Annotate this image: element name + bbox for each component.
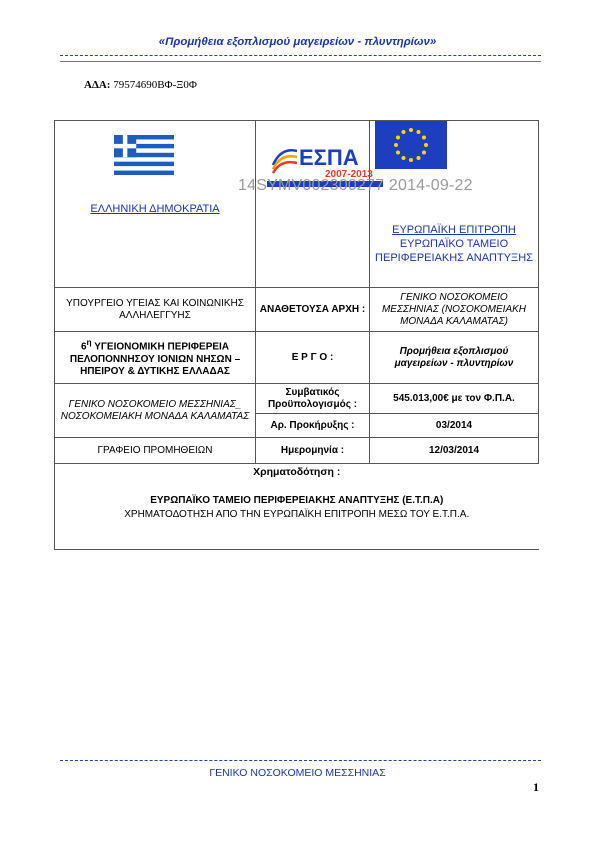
region-cell <box>55 332 256 384</box>
eu-fund-label: ΕΥΡΩΠΑΪΚΟ ΤΑΜΕΙΟ ΠΕΡΙΦΕΡΕΙΑΚΗΣ ΑΝΑΠΤΥΞΗΣ <box>375 238 533 264</box>
project-value: Προμήθεια εξοπλισμού μαγειρείων - πλυντηρίων <box>370 332 539 384</box>
document-header-title: «Προμήθεια εξοπλισμού μαγειρείων - πλυντηρίων» <box>158 36 437 48</box>
funding-row <box>55 464 539 550</box>
region-text: ΥΓΕΙΟΝΟΜΙΚΗ ΠΕΡΙΦΕΡΕΙΑ ΠΕΛΟΠΟΝΝΗΣΟΥ ΙΟΝΙΩΝ ΝΗΣΩΝ – ΗΠΕΙΡΟΥ & ΔΥΤΙΚΗΣ ΕΛΛΑΔΑΣ <box>69 341 241 377</box>
region-number: 6 <box>80 341 87 353</box>
region-row <box>55 332 539 384</box>
budget-row <box>55 384 539 414</box>
ada-label: ΑΔΑ: <box>84 79 111 91</box>
ministry-row <box>55 288 539 332</box>
ministry-cell: ΥΠΟΥΡΓΕΙΟ ΥΓΕΙΑΣ ΚΑΙ ΚΟΙΝΩΝΙΚΗΣ ΑΛΛΗΛΕΓΓΥΗΣ <box>55 288 256 332</box>
greece-logo-cell <box>55 121 256 288</box>
funding-line-2: ΧΡΗΜΑΤΟΔΟΤΗΣΗ ΑΠΟ ΤΗΝ ΕΥΡΩΠΑΪΚΗ ΕΠΙΤΡΟΠΗ ΜΕΣΩ ΤΟΥ Ε.Τ.Π.Α. <box>124 508 470 520</box>
eu-logo-cell <box>370 121 539 288</box>
footer-title: ΓΕΝΙΚΟ ΝΟΣΟΚΟΜΕΙΟ ΜΕΣΣΗΝΙΑΣ <box>209 767 386 779</box>
authority-label: ΑΝΑΘΕΤΟΥΣΑ ΑΡΧΗ : <box>256 288 370 332</box>
authority-value: ΓΕΝΙΚΟ ΝΟΣΟΚΟΜΕΙΟ ΜΕΣΣΗΝΙΑΣ (ΝΟΣΟΚΟΜΕΙΑΚΗ ΜΟΝΑΔΑ ΚΑΛΑΜΑΤΑΣ) <box>370 288 539 332</box>
espa-logo-years: 2007-2013 <box>325 169 373 180</box>
logo-row <box>55 121 539 288</box>
header-thin-rule <box>60 61 541 62</box>
funding-line-1: ΕΥΡΩΠΑΪΚΟ ΤΑΜΕΙΟ ΠΕΡΙΦΕΡΕΙΑΚΗΣ ΑΝΑΠΤΥΞΗΣ (Ε.Τ.Π.Α) <box>150 494 444 506</box>
region-ordinal: η <box>86 337 92 348</box>
greek-republic-label: ΕΛΛΗΝΙΚΗ ΔΗΜΟΚΡΑΤΙΑ <box>90 203 220 215</box>
greek-flag-icon <box>114 135 174 175</box>
espa-logo-text: ΕΣΠΑ <box>299 145 359 170</box>
header-dashed-rule <box>60 55 541 56</box>
page-number: 1 <box>533 780 539 794</box>
date-value: 12/03/2014 <box>370 438 539 464</box>
budget-value: 545.013,00€ με τον Φ.Π.Α. <box>370 384 539 414</box>
espa-logo-cell <box>256 121 373 288</box>
ada-line <box>84 79 197 91</box>
date-label: Ημερομηνία : <box>256 438 370 464</box>
office-cell: ΓΡΑΦΕΙΟ ΠΡΟΜΗΘΕΙΩΝ <box>55 438 256 464</box>
eu-commission-label: ΕΥΡΩΠΑΪΚΗ ΕΠΙΤΡΟΠΗ <box>392 224 516 236</box>
date-row <box>55 438 539 464</box>
ada-value: 79574690ΒΦ-Ξ0Φ <box>113 79 197 91</box>
funding-cell <box>55 464 539 550</box>
budget-label: Συμβατικός Προϋπολογισμός : <box>256 384 370 414</box>
footer-dashed-rule <box>60 760 541 761</box>
eu-flag-icon <box>375 121 447 169</box>
tender-label: Αρ. Προκήρυξης : <box>256 414 370 438</box>
registry-watermark: 14SYMV002300277 2014-09-22 <box>238 177 473 194</box>
hospital-cell: ΓΕΝΙΚΟ ΝΟΣΟΚΟΜΕΙΟ ΜΕΣΣΗΝΙΑΣ_ ΝΟΣΟΚΟΜΕΙΑΚΗ ΜΟΝΑΔΑ ΚΑΛΑΜΑΤΑΣ <box>55 384 256 438</box>
tender-value: 03/2014 <box>370 414 539 438</box>
project-label: Ε Ρ Γ Ο : <box>256 332 370 384</box>
funding-title: Χρηματοδότηση : <box>253 466 341 478</box>
